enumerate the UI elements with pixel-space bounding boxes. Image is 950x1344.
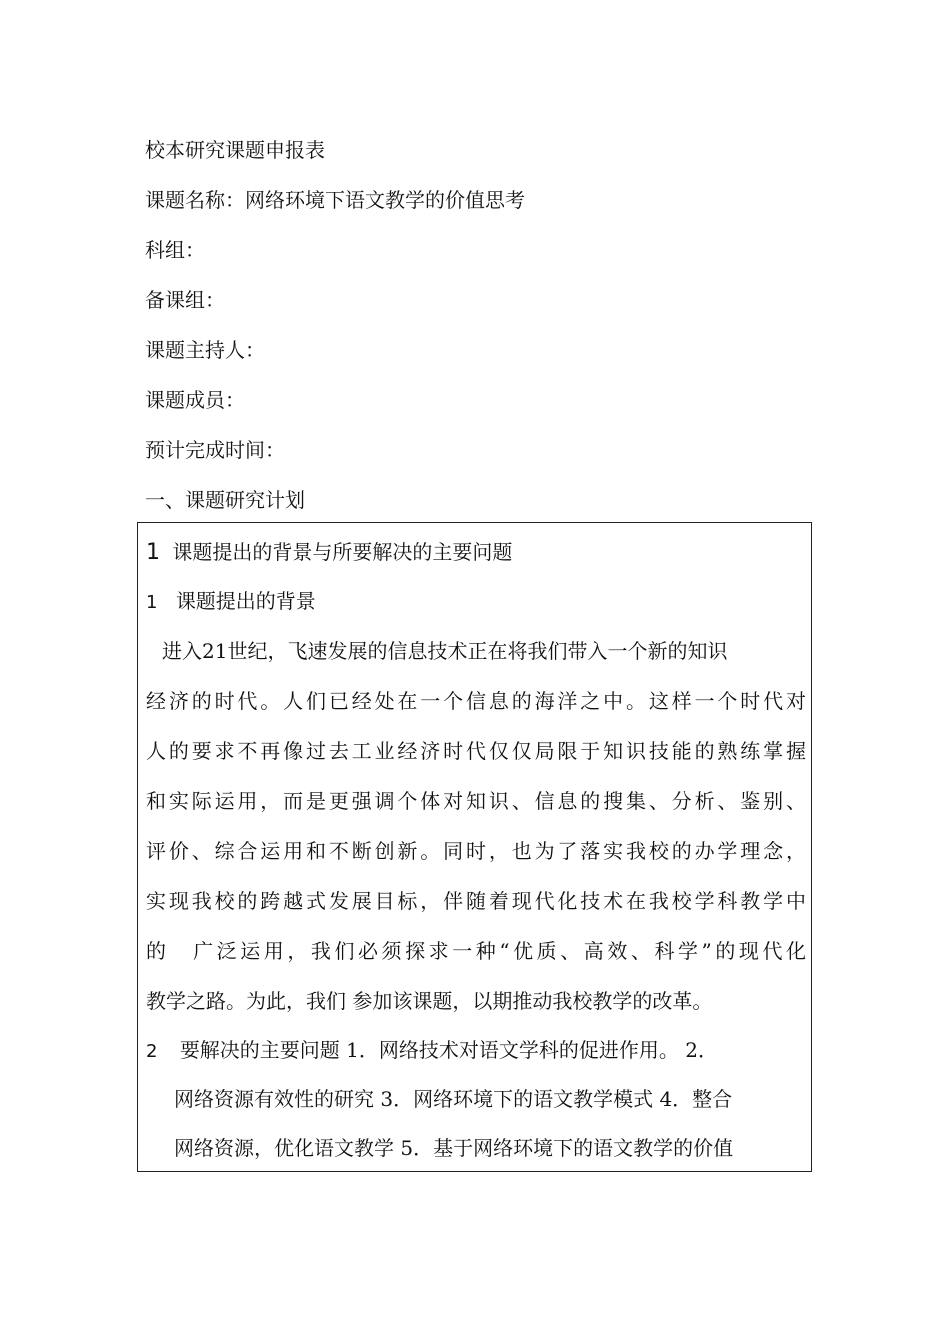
form-title: 校本研究课题申报表: [145, 138, 325, 162]
paragraph-line: 经济的时代。人们已经处在一个信息的海洋之中。这样一个时代对: [146, 689, 806, 713]
sub1-number: 1: [146, 592, 158, 613]
host-field: 课题主持人：: [145, 338, 265, 362]
paragraph-line: 实现我校的跨越式发展目标，伴随着现代化技术在我校学科教学中: [146, 889, 806, 913]
item1-number: 1: [146, 540, 160, 565]
sub2-line: [146, 1035, 718, 1067]
sub1-heading-line: [146, 586, 316, 618]
sub1-heading: 课题提出的背景: [175, 589, 316, 613]
paragraph-line: 和实际运用，而是更强调个体对知识、信息的搜集、分析、鉴别、: [146, 789, 806, 813]
paragraph-line: 教学之路。为此，我们 参加该课题，以期推动我校教学的改革。: [146, 989, 713, 1013]
sub2-continuation-line: 网络资源，优化语文教学 5．基于网络环境下的语文教学的价值: [174, 1136, 734, 1160]
sub2-number: 2: [146, 1041, 158, 1062]
members-field: 课题成员：: [145, 388, 245, 412]
research-plan-box: [137, 522, 812, 1172]
paragraph-line: 人的要求不再像过去工业经济时代仅仅局限于知识技能的熟练掌握: [146, 739, 806, 763]
prep-group-field: 备课组：: [145, 288, 225, 312]
paragraph-line: 评价、综合运用和不断创新。同时，也为了落实我校的办学理念，: [146, 839, 806, 863]
subject-group-field: 科组：: [145, 238, 205, 262]
item1-heading-line: [146, 537, 512, 568]
expected-completion-field: 预计完成时间：: [145, 438, 285, 462]
paragraph-line: 的 广泛运用，我们必须探求一种“优质、高效、科学”的现代化: [146, 939, 806, 963]
sub2-continuation-line: 网络资源有效性的研究 3．网络环境下的语文教学模式 4．整合: [174, 1087, 733, 1111]
sub2-text: 要解决的主要问题 1．网络技术对语文学科的促进作用。 2．: [179, 1038, 718, 1062]
paragraph-line: 进入21世纪，飞速发展的信息技术正在将我们带入一个新的知识: [162, 639, 728, 663]
item1-heading: 课题提出的背景与所要解决的主要问题: [172, 540, 513, 564]
section-heading: 一、课题研究计划: [145, 488, 305, 512]
topic-name: 课题名称：网络环境下语文教学的价值思考: [145, 188, 525, 212]
